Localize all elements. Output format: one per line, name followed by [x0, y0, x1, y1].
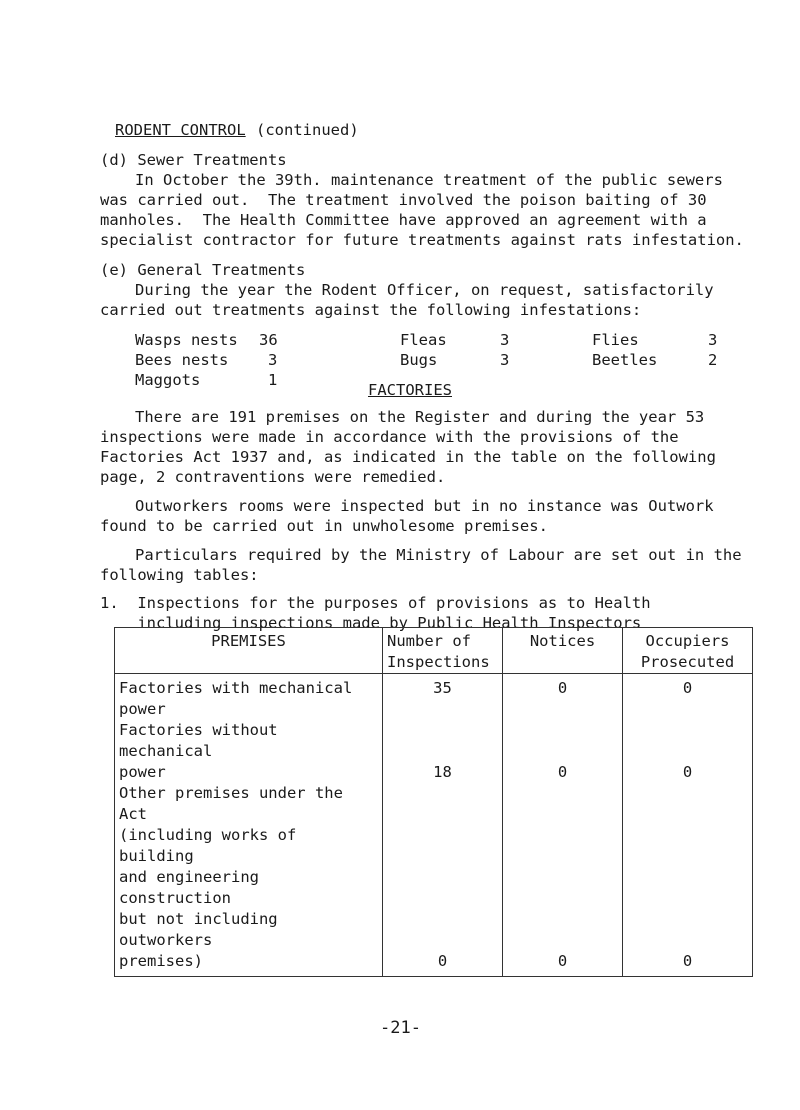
- infestation-count: 3: [708, 331, 718, 349]
- inspections-heading-line-1: 1. Inspections for the purposes of provisions as to Health: [100, 594, 651, 612]
- infestation-name: Wasps nests: [135, 331, 238, 349]
- factories-para1-line-1: There are 191 premises on the Register and during the year 53: [135, 408, 705, 426]
- page-number: -21-: [380, 1018, 421, 1038]
- table-row: [115, 674, 753, 721]
- general-line-1: During the year the Rodent Officer, on request, satisfactorily: [135, 281, 714, 299]
- cell-inspections: 0: [383, 783, 503, 977]
- factories-para1-line-4: page, 2 contraventions were remedied.: [100, 468, 446, 486]
- infestation-name: Bugs: [400, 351, 438, 369]
- factories-para1-line-3: Factories Act 1937 and, as indicated in the table on the following: [100, 448, 716, 466]
- factories-para3-line-1: Particulars required by the Ministry of Labour are set out in the: [135, 546, 742, 564]
- cell-inspections: 18: [383, 720, 503, 783]
- cell-notices: 0: [503, 720, 623, 783]
- sewer-line-3: manholes. The Health Committee have approved an agreement with a: [100, 211, 707, 229]
- infestation-name: Maggots: [135, 371, 201, 389]
- infestation-name: Flies: [592, 331, 639, 349]
- sewer-line-4: specialist contractor for future treatments against rats infestation.: [100, 231, 744, 249]
- general-line-2: carried out treatments against the following infestations:: [100, 301, 642, 319]
- cell-premises: Factories without mechanical power: [115, 720, 383, 783]
- column-header-notices: Notices: [503, 628, 623, 674]
- infestation-count: 2: [708, 351, 718, 369]
- general-heading: (e) General Treatments: [100, 261, 306, 279]
- sewer-heading: (d) Sewer Treatments: [100, 151, 287, 169]
- table-header-row: [115, 628, 753, 674]
- infestation-name: Beetles: [592, 351, 658, 369]
- infestation-count: 1: [268, 371, 278, 389]
- infestation-name: Bees nests: [135, 351, 229, 369]
- cell-prosecuted: 0: [623, 674, 753, 721]
- inspections-table: [114, 627, 753, 977]
- cell-notices: 0: [503, 674, 623, 721]
- table-row: [115, 720, 753, 783]
- sewer-line-1: In October the 39th. maintenance treatment of the public sewers: [135, 171, 723, 189]
- factories-heading: FACTORIES: [368, 381, 452, 399]
- sewer-line-2: was carried out. The treatment involved the poison baiting of 30: [100, 191, 707, 209]
- factories-para3-line-2: following tables:: [100, 566, 259, 584]
- infestation-count: 3: [500, 351, 510, 369]
- infestation-count: 3: [500, 331, 510, 349]
- cell-notices: 0: [503, 783, 623, 977]
- infestation-name: Fleas: [400, 331, 447, 349]
- factories-para2-line-2: found to be carried out in unwholesome premises.: [100, 517, 548, 535]
- table-row: [115, 783, 753, 977]
- continued-label: (continued): [256, 121, 359, 139]
- column-header-premises: PREMISES: [115, 628, 383, 674]
- column-header-inspections: Number of Inspections: [383, 628, 503, 674]
- factories-para1-line-2: inspections were made in accordance with the provisions of the: [100, 428, 679, 446]
- cell-premises: Factories with mechanical power: [115, 674, 383, 721]
- infestation-count: 36: [259, 331, 278, 349]
- column-header-prosecuted: Occupiers Prosecuted: [623, 628, 753, 674]
- cell-premises: Other premises under the Act (including works of building and engineering construction but not including outworkers premises): [115, 783, 383, 977]
- cell-prosecuted: 0: [623, 720, 753, 783]
- section-title: RODENT CONTROL: [115, 121, 246, 139]
- infestation-count: 3: [268, 351, 278, 369]
- inspections-heading-line-2: including inspections made by Public Health Inspectors: [100, 614, 642, 632]
- cell-prosecuted: 0: [623, 783, 753, 977]
- cell-inspections: 35: [383, 674, 503, 721]
- factories-para2-line-1: Outworkers rooms were inspected but in no instance was Outwork: [135, 497, 714, 515]
